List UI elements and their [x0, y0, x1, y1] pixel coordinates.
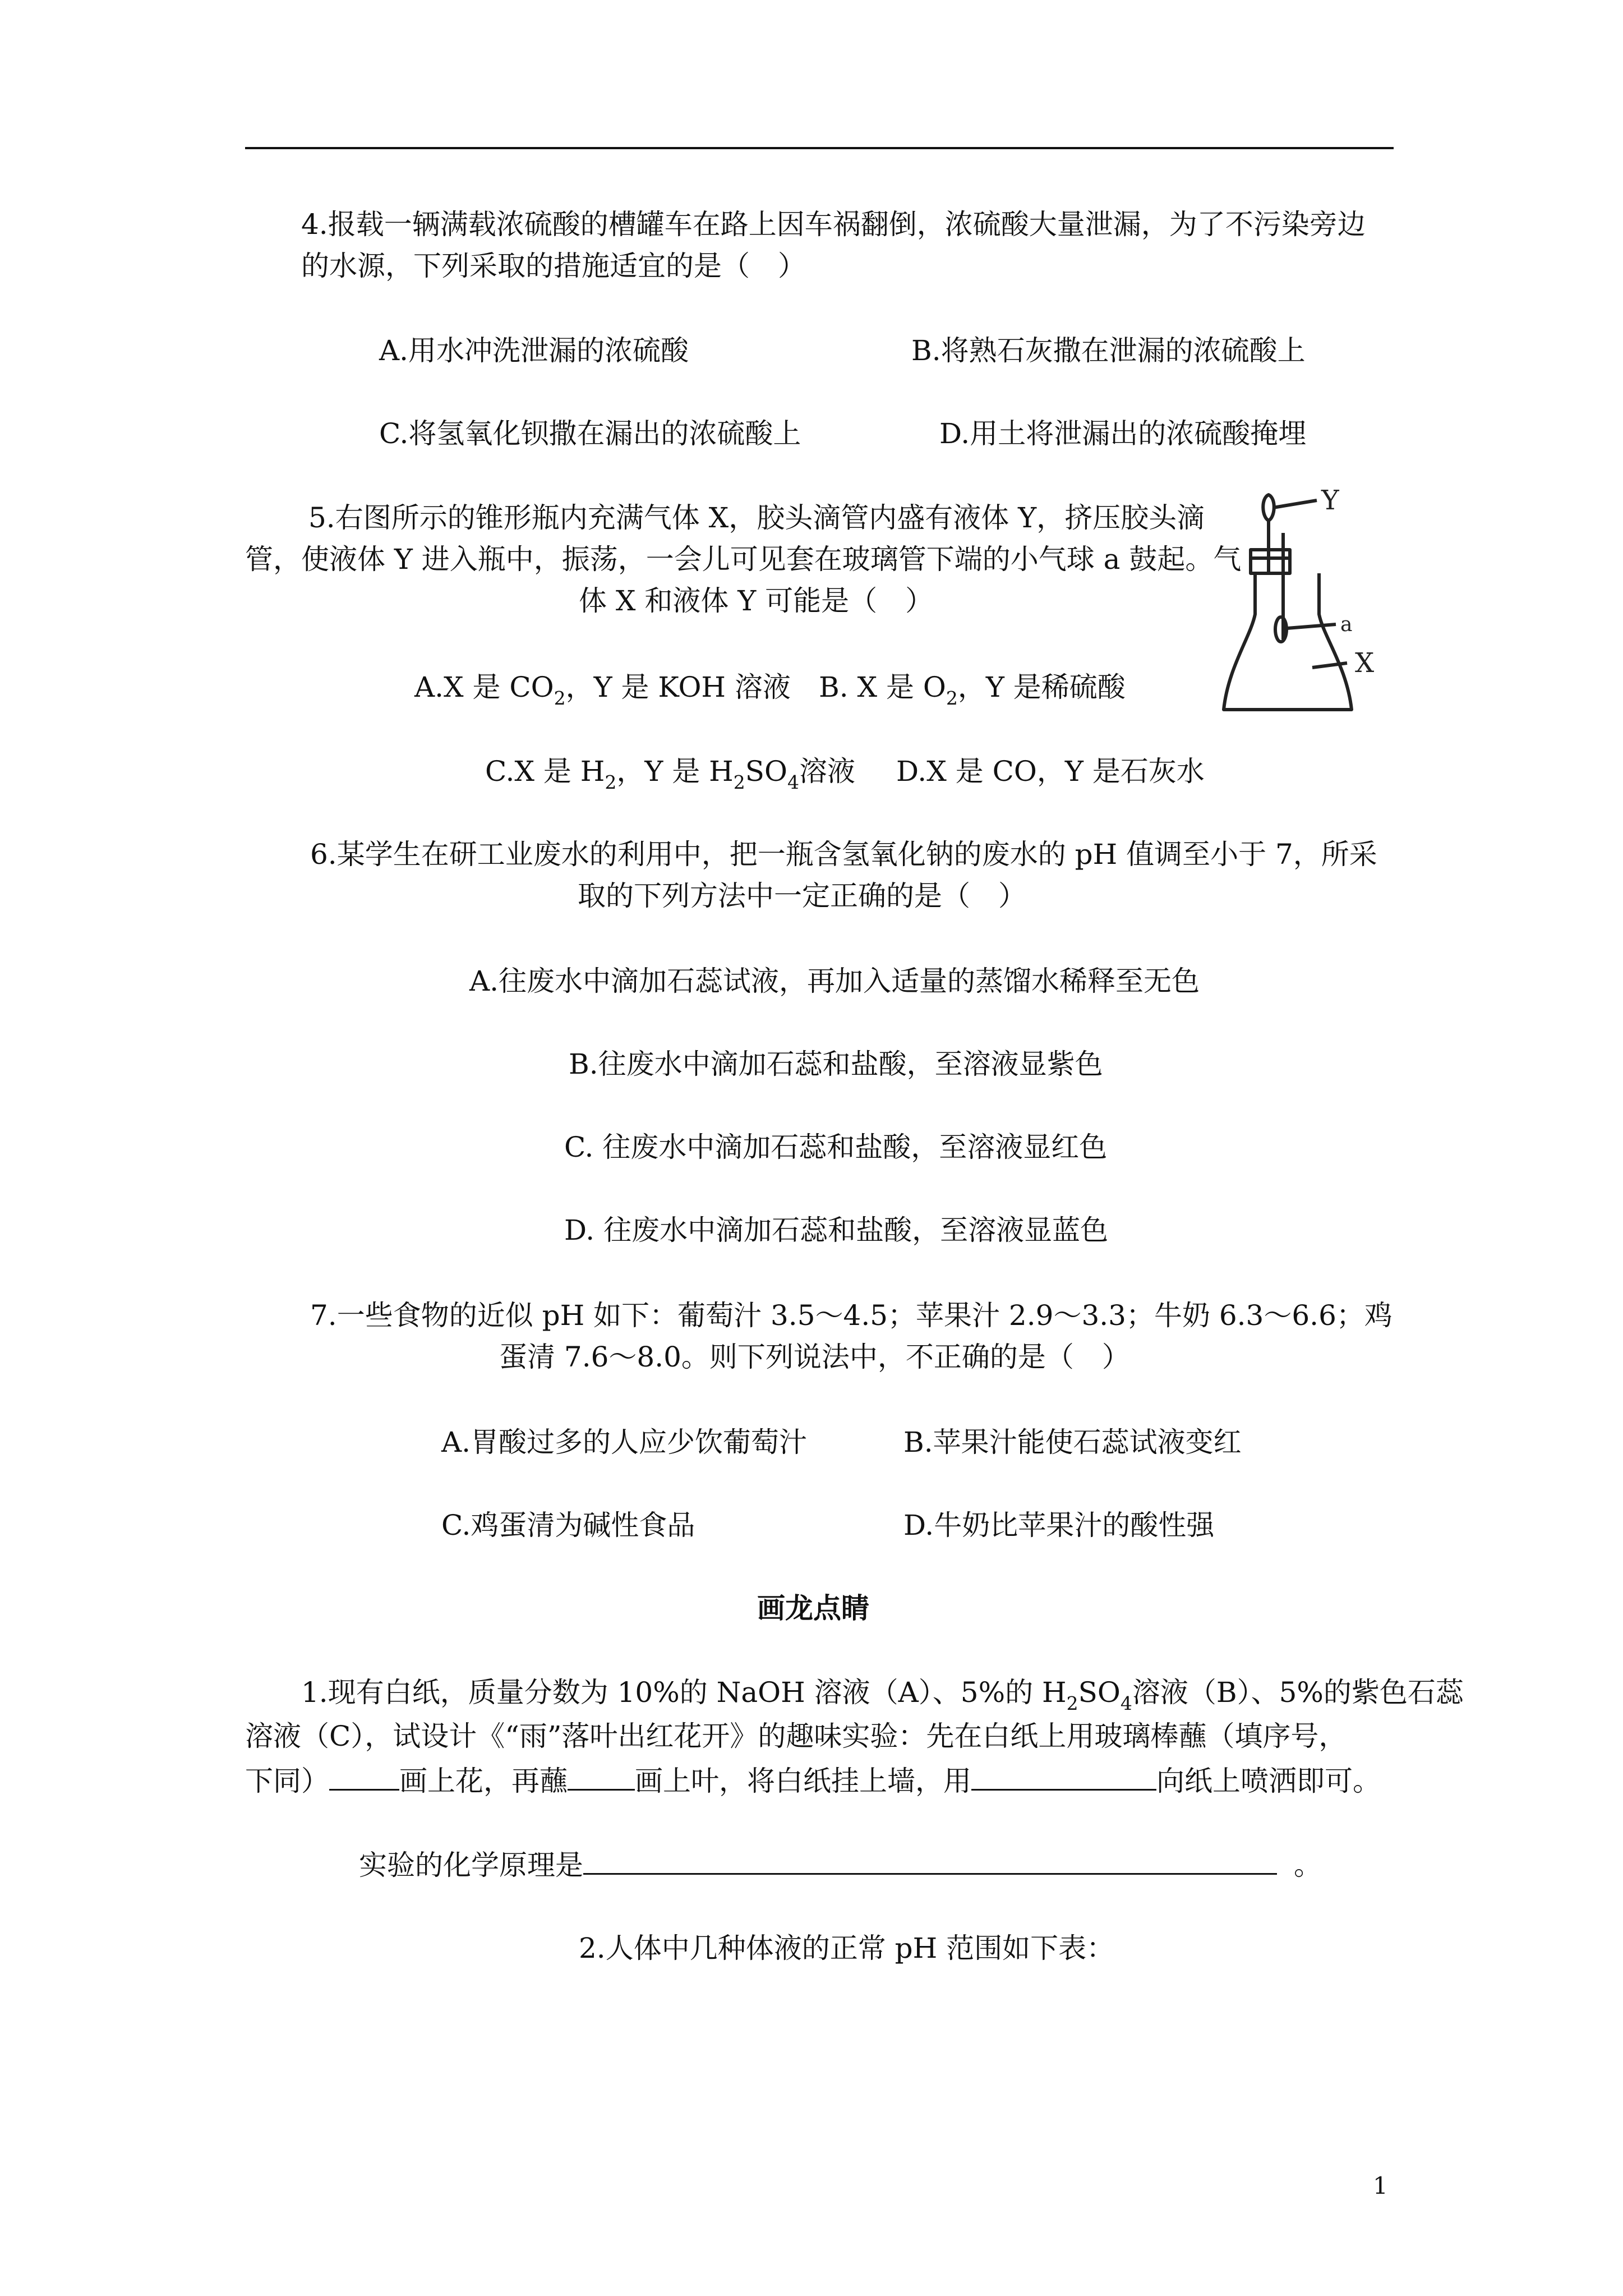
- q5-stem-line1: 5.右图所示的锥形瓶内充满气体 X，胶头滴管内盛有液体 Y，挤压胶头滴: [308, 501, 1205, 534]
- q5-option-a: A.X 是 $CO_2$，Y 是 KOH 溶液: [414, 671, 791, 709]
- q5-option-c: C.X 是 $H_2$，Y 是 $H_2SO_4$溶液: [485, 755, 856, 793]
- blank-principle[interactable]: [583, 1847, 1277, 1875]
- conical-flask-figure: [1217, 488, 1396, 724]
- p1-line2: 溶液（C），试设计《“雨”落叶出红花开》的趣味实验：先在白纸上用玻璃棒蘸（填序号，: [245, 1720, 1347, 1752]
- q5-option-d: D.X 是 CO，Y 是石灰水: [896, 755, 1205, 788]
- section-title: 画龙点睛: [757, 1591, 869, 1625]
- p1-line3: 下同） 画上花，再蘸 画上叶，将白纸挂上墙，用 向纸上喷洒即可。: [245, 1761, 1381, 1801]
- q4-option-c: C.将氢氧化钡撒在漏出的浓硫酸上: [379, 417, 801, 450]
- label-a: a: [1340, 613, 1353, 636]
- p2-line1: 2.人体中几种体液的正常 pH 范围如下表：: [579, 1932, 1115, 1964]
- q5-stem-line2: 管，使液体 Y 进入瓶中，振荡，一会儿可见套在玻璃管下端的小气球 a 鼓起。气: [245, 543, 1242, 576]
- q7-stem-line2: 蛋清 7.6～8.0。则下列说法中，不正确的是（ ）: [499, 1341, 1130, 1373]
- q6-option-d: D. 往废水中滴加石蕊和盐酸，至溶液显蓝色: [564, 1214, 1109, 1246]
- dropper-bulb: [1263, 495, 1274, 521]
- q5-stem-line3: 体 X 和液体 Y 可能是（ ）: [579, 585, 934, 617]
- q4-stem-line2: 的水源，下列采取的措施适宜的是（ ）: [301, 250, 806, 282]
- q7-option-a: A.胃酸过多的人应少饮葡萄汁: [441, 1426, 808, 1458]
- label-y: Y: [1321, 488, 1339, 516]
- q7-option-b: B.苹果汁能使石蕊试液变红: [903, 1426, 1242, 1458]
- p1-line4: 实验的化学原理是 。: [359, 1846, 1322, 1885]
- q6-stem-line2: 取的下列方法中一定正确的是（ ）: [578, 880, 1026, 912]
- blank-3[interactable]: [971, 1763, 1156, 1791]
- q5-option-b: B. X 是 $O_2$，Y 是稀硫酸: [819, 671, 1126, 709]
- balloon-a: [1275, 617, 1287, 642]
- q4-option-d: D.用土将泄漏出的浓硫酸掩埋: [939, 417, 1307, 450]
- flask-body: [1224, 573, 1352, 710]
- q6-option-b: B.往废水中滴加石蕊和盐酸，至溶液显紫色: [569, 1048, 1103, 1080]
- page-number: 1: [1373, 2172, 1388, 2200]
- q4-stem-line1: 4.报载一辆满载浓硫酸的槽罐车在路上因车祸翻倒，浓硫酸大量泄漏，为了不污染旁边: [301, 208, 1366, 241]
- q6-stem-line1: 6.某学生在研工业废水的利用中，把一瓶含氢氧化钠的废水的 pH 值调至小于 7，所采: [310, 838, 1377, 871]
- label-x: X: [1355, 647, 1375, 679]
- q6-option-a: A.往废水中滴加石蕊试液，再加入适量的蒸馏水稀释至无色: [469, 965, 1200, 997]
- q7-option-c: C.鸡蛋清为碱性食品: [441, 1509, 695, 1542]
- q4-option-a: A.用水冲洗泄漏的浓硫酸: [379, 334, 689, 367]
- q7-option-d: D.牛奶比苹果汁的酸性强: [903, 1509, 1215, 1542]
- q6-option-c: C. 往废水中滴加石蕊和盐酸，至溶液显红色: [564, 1131, 1108, 1163]
- blank-2[interactable]: [568, 1763, 635, 1791]
- blank-1[interactable]: [329, 1763, 399, 1791]
- q7-stem-line1: 7.一些食物的近似 pH 如下：葡萄汁 3.5～4.5；苹果汁 2.9～3.3；牛奶 6.3～6.6；鸡: [310, 1299, 1393, 1332]
- p1-line1: 1.现有白纸，质量分数为 10%的 NaOH 溶液（A）、5%的 $H_2SO_4$溶液（B）、5%的紫色石蕊: [301, 1676, 1464, 1714]
- q4-option-b: B.将熟石灰撒在泄漏的浓硫酸上: [911, 334, 1306, 367]
- header-rule: [245, 147, 1394, 149]
